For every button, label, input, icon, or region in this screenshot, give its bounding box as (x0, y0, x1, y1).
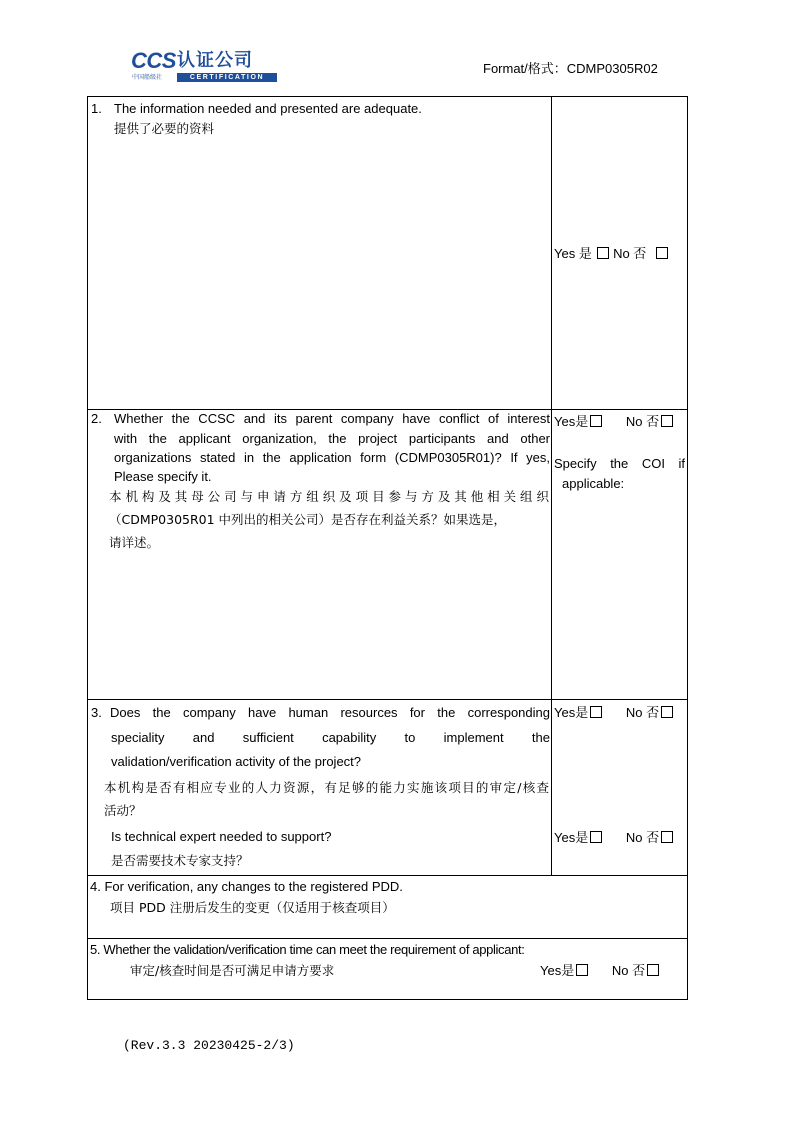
q1-english: The information needed and presented are adequate. (114, 101, 422, 116)
revision-footer: (Rev.3.3 20230425-2/3) (123, 1038, 295, 1053)
row-divider-3 (87, 875, 688, 876)
q3-answer (554, 703, 673, 722)
q3-english-line-3: validation/verification activity of the project? (111, 754, 362, 769)
q2-english-line-4: Please specify it. (114, 469, 212, 484)
q1-chinese: 提供了必要的资料 (114, 121, 215, 136)
format-code: Format/格式：CDMP0305R02 (483, 61, 658, 76)
q3-expert-no-checkbox[interactable] (661, 831, 673, 843)
q3-yes-label: Yes是 (554, 705, 589, 720)
q2-answer (554, 412, 673, 431)
q1-yes-checkbox[interactable] (597, 247, 609, 259)
q3-yes-checkbox[interactable] (590, 706, 602, 718)
q1-number: 1. (91, 101, 102, 116)
q2-yes-checkbox[interactable] (590, 415, 602, 427)
q2-no-label: No 否 (625, 414, 660, 429)
q1-answer (554, 244, 668, 263)
q5-no-checkbox[interactable] (647, 964, 659, 976)
q3-expert-answer (554, 828, 673, 847)
q4-chinese: 项目 PDD 注册后发生的变更（仅适用于核查项目） (110, 900, 395, 915)
q3-expert-english: Is technical expert needed to support? (111, 829, 332, 844)
logo-certification-bar: CERTIFICATION (177, 73, 277, 82)
q1-no-checkbox[interactable] (656, 247, 668, 259)
q5-answer (540, 961, 659, 980)
q3-english-line-2: speciality and sufficient capability to implement the (111, 730, 550, 745)
q3-expert-chinese: 是否需要技术专家支持？ (111, 853, 249, 868)
q1-no-label: No 否 (613, 246, 647, 261)
q2-chinese-line-3: 请详述。 (109, 535, 160, 550)
ccs-logo (131, 50, 281, 84)
column-divider-1 (551, 96, 552, 409)
q3-chinese-line-1: 本机构是否有相应专业的人力资源，有足够的能力实施该项目的审定/核查 (104, 780, 549, 795)
q5-chinese: 审定/核查时间是否可满足申请方要求 (130, 963, 335, 978)
q3-expert-no-label: No 否 (625, 830, 660, 845)
q3-expert-yes-checkbox[interactable] (590, 831, 602, 843)
logo-subtitle: 中国船级社 (132, 74, 163, 81)
q2-coi-line-1: Specify the COI if (554, 456, 685, 471)
q3-expert-yes-label: Yes是 (554, 830, 589, 845)
logo-ccs-text: CCS (131, 48, 176, 73)
q5-english: 5. Whether the validation/verification time can meet the requirement of applicant: (90, 942, 525, 957)
q4-english: 4. For verification, any changes to the registered PDD. (90, 879, 403, 894)
q2-yes-label: Yes是 (554, 414, 589, 429)
q5-no-label: No 否 (611, 963, 646, 978)
q5-yes-label: Yes是 (540, 963, 575, 978)
logo-chinese-text: 认证公司 (177, 50, 253, 71)
q3-no-label: No 否 (625, 705, 660, 720)
q2-coi-line-2: applicable: (562, 476, 625, 491)
column-divider-2 (551, 409, 552, 699)
q3-english-line-1: Does the company have human resources for the corresponding (110, 705, 550, 720)
q2-number: 2. (91, 411, 102, 426)
q2-english-line-2: with the applicant organization, the project participants and other (114, 431, 550, 446)
q2-english-line-1: Whether the CCSC and its parent company have conflict of interest (114, 411, 550, 426)
q3-no-checkbox[interactable] (661, 706, 673, 718)
column-divider-3 (551, 699, 552, 875)
row-divider-4 (87, 938, 688, 939)
q3-number: 3. (91, 705, 102, 720)
q2-no-checkbox[interactable] (661, 415, 673, 427)
q2-english-line-3: organizations stated in the application form (CDMP0305R01)? If yes, (114, 450, 550, 465)
q2-chinese-line-1: 本机构及其母公司与申请方组织及项目参与方及其他相关组织 (109, 489, 549, 504)
q1-yes-label: Yes 是 (554, 246, 592, 261)
q3-chinese-line-2: 活动？ (104, 803, 142, 818)
q5-yes-checkbox[interactable] (576, 964, 588, 976)
row-divider-2 (87, 699, 688, 700)
q2-chinese-line-2: （CDMP0305R01 中列出的相关公司）是否存在利益关系？如果选是， (109, 512, 507, 527)
